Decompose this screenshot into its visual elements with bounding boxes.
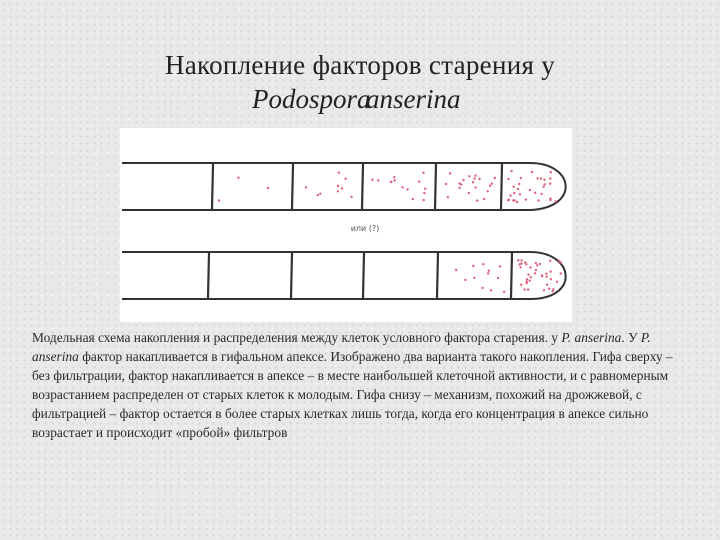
top-hypha <box>122 163 566 210</box>
aging-factor-dot <box>520 262 522 264</box>
aging-factor-dot <box>517 188 519 190</box>
aging-factor-dot <box>473 277 475 279</box>
aging-factor-dot <box>519 193 521 195</box>
caption-part-1: Модельная схема накопления и распределения между клеток условного фактора старения. у <box>32 330 562 345</box>
aging-factor-dot <box>507 178 509 180</box>
aging-factor-dot <box>350 196 352 198</box>
aging-factor-dot <box>550 171 552 173</box>
aging-factor-dot <box>487 272 489 274</box>
aging-factor-dot <box>491 183 493 185</box>
aging-factor-dot <box>525 198 527 200</box>
title-line-1: Накопление факторов старения у <box>164 50 556 80</box>
aging-factor-dot <box>472 265 474 267</box>
bottom-hypha-septum <box>437 253 438 298</box>
aging-factor-dot <box>530 276 532 278</box>
top-hypha-septum <box>212 164 213 209</box>
aging-factor-dot <box>218 199 220 201</box>
aging-factor-dot <box>390 181 392 183</box>
aging-factor-dot <box>458 187 460 189</box>
aging-factor-dot <box>536 177 538 179</box>
aging-factor-dot <box>542 186 544 188</box>
aging-factor-dot <box>393 176 395 178</box>
aging-factor-dot <box>317 194 319 196</box>
aging-factor-dot <box>394 179 396 181</box>
aging-factor-dot <box>546 284 548 286</box>
aging-factor-dot <box>529 280 531 282</box>
aging-factor-dot <box>545 273 547 275</box>
aging-factor-dot <box>337 190 339 192</box>
aging-factor-dot <box>412 198 414 200</box>
aging-factor-dot <box>540 177 542 179</box>
aging-factor-dot <box>549 183 551 185</box>
aging-factor-dot <box>458 182 460 184</box>
aging-factor-dot <box>483 198 485 200</box>
aging-factor-dot <box>541 274 543 276</box>
aging-factor-dot <box>549 260 551 262</box>
title-species: anserina <box>366 84 461 114</box>
aging-factor-dot <box>550 278 552 280</box>
top-hypha-septum <box>435 164 436 209</box>
aging-factor-dot <box>520 259 522 261</box>
aging-factor-dot <box>337 185 339 187</box>
aging-factor-dot <box>527 288 529 290</box>
aging-factor-dot <box>523 288 525 290</box>
middle-label: или (?) <box>350 224 380 233</box>
aging-factor-dot <box>503 291 505 293</box>
aging-factor-dot <box>418 180 420 182</box>
aging-factor-dot <box>549 270 551 272</box>
caption-species-2: P. anserina <box>32 330 651 364</box>
aging-factor-dot <box>464 279 466 281</box>
aging-factor-dot <box>544 183 546 185</box>
bottom-hypha-outline <box>122 252 566 299</box>
aging-factor-dot <box>536 264 538 266</box>
aging-factor-dot <box>552 290 554 292</box>
aging-factor-dot <box>555 200 557 202</box>
aging-factor-dot <box>526 280 528 282</box>
aging-factor-dot <box>445 183 447 185</box>
aging-factor-dot <box>406 188 408 190</box>
aging-factor-dot <box>341 187 343 189</box>
hyphae-diagram <box>120 128 572 322</box>
aging-factor-dot <box>344 178 346 180</box>
aging-factor-dot <box>476 199 478 201</box>
aging-factor-dot <box>534 192 536 194</box>
aging-factor-dot <box>423 192 425 194</box>
aging-factor-dot <box>447 196 449 198</box>
caption-species-1: P. anserina <box>561 330 622 345</box>
aging-factor-dot <box>497 277 499 279</box>
aging-factor-dot <box>520 177 522 179</box>
aging-factor-dot <box>524 261 526 263</box>
bottom-hypha-septum <box>511 253 512 298</box>
aging-factor-dot <box>543 289 545 291</box>
aging-factor-dot <box>519 266 521 268</box>
aging-factor-dot <box>508 199 510 201</box>
aging-factor-dot <box>513 186 515 188</box>
caption-part-2: . У <box>621 330 641 345</box>
hyphae-diagram-svg <box>120 128 572 322</box>
aging-factor-dot <box>424 188 426 190</box>
aging-factor-dot <box>529 266 531 268</box>
aging-factor-dot <box>549 197 551 199</box>
aging-factor-dot <box>560 261 562 263</box>
aging-factor-dot <box>468 175 470 177</box>
aging-factor-dot <box>548 288 550 290</box>
aging-factor-dot <box>237 177 239 179</box>
bottom-hypha <box>122 252 566 299</box>
caption-part-3: фактор накапливается в гифальном апексе. Изображено два варианта такого накопления. Гифа сверху – без фильтрации, фактор накапливается в апексе – в месте наибольшей клеточной активности, и с равномерным возрастанием распределен от старых клеток к молодым. Гифа снизу – механизм, похожий на дрожжевой, с фильтрацией – фактор остается в более старых клетках лишь тогда, когда его концентрация в апексе сильно возрастает и происходит «пробой» фильтров <box>32 349 673 440</box>
top-hypha-septum <box>501 164 502 209</box>
aging-factor-dot <box>267 187 269 189</box>
top-hypha-septum <box>362 164 363 209</box>
aging-factor-dot <box>535 269 537 271</box>
aging-factor-dot <box>499 265 501 267</box>
bottom-hypha-septum <box>291 253 292 298</box>
aging-factor-dot <box>478 178 480 180</box>
aging-factor-dot <box>474 186 476 188</box>
aging-factor-dot <box>509 194 511 196</box>
aging-factor-dot <box>518 183 520 185</box>
title-genus: Podospora <box>252 84 371 114</box>
bottom-hypha-dots <box>455 259 562 293</box>
aging-factor-dot <box>472 181 474 183</box>
aging-factor-dot <box>422 172 424 174</box>
aging-factor-dot <box>517 259 519 261</box>
aging-factor-dot <box>512 199 514 201</box>
aging-factor-dot <box>455 269 457 271</box>
aging-factor-dot <box>423 199 425 201</box>
aging-factor-dot <box>482 263 484 265</box>
aging-factor-dot <box>377 179 379 181</box>
aging-factor-dot <box>371 179 373 181</box>
aging-factor-dot <box>473 177 475 179</box>
bottom-hypha-septum <box>208 253 209 298</box>
aging-factor-dot <box>560 272 562 274</box>
figure-caption <box>32 328 692 442</box>
aging-factor-dot <box>449 172 451 174</box>
title-line-2 <box>0 82 720 116</box>
slide-title <box>0 48 720 116</box>
aging-factor-dot <box>462 179 464 181</box>
aging-factor-dot <box>494 177 496 179</box>
aging-factor-dot <box>537 199 539 201</box>
aging-factor-dot <box>543 179 545 181</box>
aging-factor-dot <box>526 278 528 280</box>
top-hypha-septum <box>292 164 293 209</box>
aging-factor-dot <box>556 281 558 283</box>
aging-factor-dot <box>468 192 470 194</box>
bottom-hypha-septum <box>363 253 364 298</box>
aging-factor-dot <box>487 190 489 192</box>
aging-factor-dot <box>531 171 533 173</box>
aging-factor-dot <box>481 287 483 289</box>
aging-factor-dot <box>490 289 492 291</box>
aging-factor-dot <box>474 174 476 176</box>
aging-factor-dot <box>535 262 537 264</box>
aging-factor-dot <box>338 172 340 174</box>
aging-factor-dot <box>401 186 403 188</box>
aging-factor-dot <box>516 201 518 203</box>
aging-factor-dot <box>534 272 536 274</box>
aging-factor-dot <box>520 284 522 286</box>
aging-factor-dot <box>489 185 491 187</box>
aging-factor-dot <box>305 186 307 188</box>
aging-factor-dot <box>510 170 512 172</box>
aging-factor-dot <box>545 276 547 278</box>
aging-factor-dot <box>513 192 515 194</box>
aging-factor-dot <box>527 273 529 275</box>
top-hypha-dots <box>218 170 557 203</box>
aging-factor-dot <box>539 263 541 265</box>
aging-factor-dot <box>488 270 490 272</box>
aging-factor-dot <box>319 193 321 195</box>
aging-factor-dot <box>540 193 542 195</box>
aging-factor-dot <box>529 189 531 191</box>
top-hypha-outline <box>122 163 566 210</box>
aging-factor-dot <box>549 177 551 179</box>
